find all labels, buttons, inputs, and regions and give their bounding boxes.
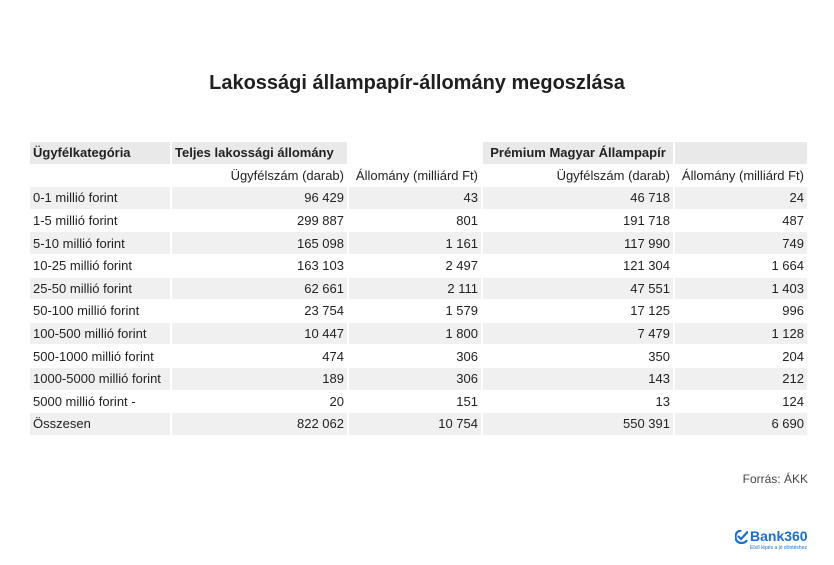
cell-value: 46 718: [483, 187, 673, 209]
row-category: 5-10 millió forint: [30, 232, 170, 254]
cell-value: 1 800: [349, 323, 481, 345]
subheader-cell: Állomány (milliárd Ft): [681, 167, 804, 183]
row-category: 50-100 millió forint: [30, 300, 170, 322]
row-category: Összesen: [30, 413, 170, 435]
table-row-total: [30, 413, 807, 435]
cell-value: 1 664: [675, 255, 807, 277]
table-row: [30, 187, 807, 209]
cell-value: 2 497: [349, 255, 481, 277]
checkmark-icon: [735, 530, 748, 549]
cell-value: 7 479: [483, 323, 673, 345]
cell-value: 474: [172, 345, 347, 367]
cell-value: 143: [483, 368, 673, 390]
cell-value: 165 098: [172, 232, 347, 254]
cell-value: 43: [349, 187, 481, 209]
cell-value: 1 161: [349, 232, 481, 254]
table-row: [30, 300, 807, 322]
cell-value: 1 403: [675, 278, 807, 300]
data-table: [28, 141, 809, 436]
cell-value: 20: [172, 391, 347, 413]
cell-value: 204: [675, 345, 807, 367]
cell-value: 13: [483, 391, 673, 413]
cell-value: 10 754: [349, 413, 481, 435]
cell-value: 24: [675, 187, 807, 209]
header-total-group: Teljes lakossági állomány: [172, 142, 347, 164]
table-subheader: [30, 165, 807, 187]
cell-value: 17 125: [483, 300, 673, 322]
header-spacer: [349, 142, 481, 164]
cell-value: 306: [349, 368, 481, 390]
cell-value: 996: [675, 300, 807, 322]
row-category: 1000-5000 millió forint: [30, 368, 170, 390]
cell-value: 1 579: [349, 300, 481, 322]
table-row: [30, 345, 807, 367]
page-title: Lakossági állampapír-állomány megoszlása: [209, 72, 625, 94]
cell-value: 801: [349, 210, 481, 232]
logo-tagline: Első lépés a jó döntéshez: [750, 545, 807, 551]
table-row: [30, 255, 807, 277]
table-row: [30, 323, 807, 345]
table-row: [30, 368, 807, 390]
cell-value: 10 447: [172, 323, 347, 345]
source-note: Forrás: ÁKK: [742, 472, 808, 486]
header-category: Ügyfélkategória: [30, 142, 170, 164]
subheader-cell: Állomány (milliárd Ft): [355, 167, 478, 183]
cell-value: 6 690: [675, 413, 807, 435]
cell-value: 306: [349, 345, 481, 367]
row-category: 25-50 millió forint: [30, 278, 170, 300]
header-spacer: [675, 142, 807, 164]
cell-value: 212: [675, 368, 807, 390]
row-category: 0-1 millió forint: [30, 187, 170, 209]
cell-value: 151: [349, 391, 481, 413]
row-category: 1-5 millió forint: [30, 210, 170, 232]
table-row: [30, 232, 807, 254]
cell-value: 117 990: [483, 232, 673, 254]
cell-value: 749: [675, 232, 807, 254]
cell-value: 23 754: [172, 300, 347, 322]
brand-logo: [735, 528, 815, 554]
cell-value: 487: [675, 210, 807, 232]
cell-value: 121 304: [483, 255, 673, 277]
row-category: 5000 millió forint -: [30, 391, 170, 413]
subheader-cell: [30, 165, 170, 187]
cell-value: 62 661: [172, 278, 347, 300]
subheader-cell: Ügyfélszám (darab): [230, 167, 344, 183]
cell-value: 550 391: [483, 413, 673, 435]
table-row: [30, 210, 807, 232]
row-category: 500-1000 millió forint: [30, 345, 170, 367]
row-category: 10-25 millió forint: [30, 255, 170, 277]
cell-value: 96 429: [172, 187, 347, 209]
header-pma-group: Prémium Magyar Állampapír: [483, 142, 673, 164]
cell-value: 124: [675, 391, 807, 413]
cell-value: 1 128: [675, 323, 807, 345]
cell-value: 191 718: [483, 210, 673, 232]
row-category: 100-500 millió forint: [30, 323, 170, 345]
logo-name: Bank360: [750, 528, 808, 544]
cell-value: 299 887: [172, 210, 347, 232]
cell-value: 350: [483, 345, 673, 367]
cell-value: 189: [172, 368, 347, 390]
cell-value: 822 062: [172, 413, 347, 435]
subheader-cell: Ügyfélszám (darab): [556, 167, 670, 183]
cell-value: 47 551: [483, 278, 673, 300]
cell-value: 163 103: [172, 255, 347, 277]
cell-value: 2 111: [349, 278, 481, 300]
table-row: [30, 278, 807, 300]
table-group-header: [30, 142, 807, 164]
table-row: [30, 391, 807, 413]
